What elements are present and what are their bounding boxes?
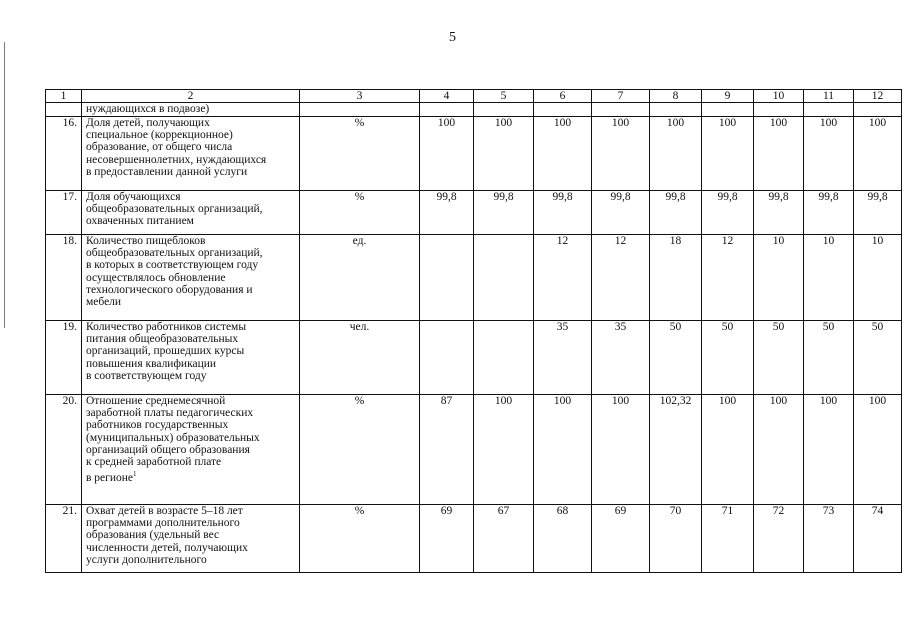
value-cell (474, 235, 534, 321)
indicator-name-text: несовершеннолетних, нуждающихся (86, 153, 267, 166)
value-cell: 100 (854, 395, 902, 505)
unit-cell: % (300, 505, 420, 573)
indicator-name-line (86, 296, 297, 308)
indicator-name-text: в предоставлении данной услуги (86, 165, 248, 178)
indicator-name-line (86, 166, 297, 178)
indicator-name-line (86, 407, 297, 419)
value-cell: 99,8 (804, 191, 854, 235)
unit-cell: % (300, 117, 420, 191)
indicator-name-line (86, 235, 297, 247)
indicator-name-text: Охват детей в возрасте 5–18 лет (86, 505, 243, 517)
indicator-name-line (86, 542, 297, 554)
page-margin-rule (4, 42, 5, 328)
indicator-name-text: (муниципальных) образовательных (86, 431, 260, 444)
value-cell: 12 (534, 235, 592, 321)
indicator-name-line (86, 191, 297, 203)
value-cell: 100 (854, 117, 902, 191)
continuation-text-cell: нуждающихся в подвозе) (82, 103, 300, 117)
table-row (46, 235, 902, 321)
indicator-name-line (86, 321, 297, 333)
indicator-name-line (86, 284, 297, 296)
empty-cell (754, 103, 804, 117)
value-cell: 100 (702, 117, 754, 191)
value-cell: 99,8 (702, 191, 754, 235)
indicator-name-line (86, 432, 297, 444)
table-row (46, 117, 902, 191)
table-row (46, 505, 902, 573)
value-cell (474, 321, 534, 395)
indicator-name-line (86, 456, 297, 468)
table-body (46, 90, 902, 573)
value-cell: 50 (804, 321, 854, 395)
value-cell: 87 (420, 395, 474, 505)
value-cell: 68 (534, 505, 592, 573)
indicator-name-text: численности детей, получающих (86, 541, 248, 554)
indicator-name-line (86, 203, 297, 215)
value-cell: 70 (650, 505, 702, 573)
value-cell: 100 (534, 117, 592, 191)
indicator-name-line (86, 333, 297, 345)
unit-cell: % (300, 395, 420, 505)
indicator-name-text: программами дополнительного (86, 517, 240, 530)
value-cell: 99,8 (592, 191, 650, 235)
column-number-cell: 3 (300, 90, 420, 103)
indicator-name-line (86, 129, 297, 141)
indicator-name-line (86, 529, 297, 541)
value-cell: 100 (592, 395, 650, 505)
unit-cell: % (300, 191, 420, 235)
footnote-mark: 1 (133, 470, 137, 479)
indicator-name-text: организаций общего образования (86, 443, 250, 456)
indicator-name-text: мебели (86, 296, 122, 309)
indicator-name-line (86, 215, 297, 227)
column-number-cell: 10 (754, 90, 804, 103)
indicator-name-line (86, 517, 297, 529)
empty-cell (534, 103, 592, 117)
indicator-name-line (86, 370, 297, 382)
value-cell (420, 321, 474, 395)
indicator-name-text: питания общеобразовательных (86, 333, 239, 346)
value-cell: 73 (804, 505, 854, 573)
value-cell: 35 (592, 321, 650, 395)
value-cell: 18 (650, 235, 702, 321)
value-cell: 100 (592, 117, 650, 191)
value-cell: 100 (534, 395, 592, 505)
indicator-name-line (86, 358, 297, 370)
indicators-table (45, 89, 902, 573)
indicator-name-text: в которых в соответствующем году (86, 259, 259, 272)
value-cell: 12 (702, 235, 754, 321)
column-number-cell: 6 (534, 90, 592, 103)
table-row (46, 191, 902, 235)
indicator-name-text: общеобразовательных организаций, (86, 203, 263, 216)
indicator-name-cell (82, 117, 300, 191)
value-cell: 71 (702, 505, 754, 573)
indicator-name-text: Количество пищеблоков (86, 235, 206, 247)
value-cell: 69 (592, 505, 650, 573)
indicator-name-cell (82, 235, 300, 321)
value-cell: 10 (854, 235, 902, 321)
page-number: 5 (449, 30, 456, 45)
indicator-name-line (86, 141, 297, 153)
column-number-cell: 5 (474, 90, 534, 103)
indicator-name-line (86, 154, 297, 166)
value-cell: 100 (754, 395, 804, 505)
value-cell: 69 (420, 505, 474, 573)
indicator-name-text: Доля обучающихся (86, 191, 181, 203)
indicator-name-text: охваченных питанием (86, 215, 194, 228)
value-cell: 100 (804, 117, 854, 191)
indicator-name-text: Количество работников системы (86, 321, 247, 333)
value-cell: 99,8 (420, 191, 474, 235)
value-cell: 50 (650, 321, 702, 395)
value-cell: 100 (702, 395, 754, 505)
column-number-cell: 7 (592, 90, 650, 103)
row-number-cell: 20. (46, 395, 82, 505)
indicator-name-text: Доля детей, получающих (86, 117, 210, 129)
empty-cell (300, 103, 420, 117)
value-cell: 35 (534, 321, 592, 395)
indicator-name-line (86, 117, 297, 129)
unit-cell: ед. (300, 235, 420, 321)
value-cell: 50 (854, 321, 902, 395)
column-number-cell: 1 (46, 90, 82, 103)
value-cell: 99,8 (854, 191, 902, 235)
indicator-name-line (86, 247, 297, 259)
value-cell: 10 (804, 235, 854, 321)
indicator-name-text: общеобразовательных организаций, (86, 247, 263, 260)
empty-cell (592, 103, 650, 117)
indicator-name-text: Отношение среднемесячной (86, 395, 226, 407)
indicator-name-text: услуги дополнительного (86, 553, 207, 566)
empty-cell (854, 103, 902, 117)
indicator-name-line (86, 554, 297, 566)
empty-cell (474, 103, 534, 117)
value-cell: 50 (702, 321, 754, 395)
value-cell: 74 (854, 505, 902, 573)
row-number-cell: 21. (46, 505, 82, 573)
column-number-cell: 4 (420, 90, 474, 103)
value-cell: 100 (650, 117, 702, 191)
value-cell: 100 (420, 117, 474, 191)
indicator-name-text: организаций, прошедших курсы (86, 345, 245, 358)
value-cell: 100 (754, 117, 804, 191)
value-cell: 99,8 (754, 191, 804, 235)
empty-cell (420, 103, 474, 117)
indicator-name-line (86, 505, 297, 517)
indicator-name-text: в регионе (86, 472, 134, 485)
indicator-name-cell (82, 505, 300, 573)
value-cell: 99,8 (474, 191, 534, 235)
value-cell: 50 (754, 321, 804, 395)
indicator-name-text: образования (удельный вес (86, 529, 220, 542)
column-number-cell: 12 (854, 90, 902, 103)
continuation-num-cell (46, 103, 82, 117)
value-cell: 72 (754, 505, 804, 573)
indicator-name-text: повышения квалификации (86, 357, 217, 370)
column-number-cell: 9 (702, 90, 754, 103)
value-cell: 100 (804, 395, 854, 505)
indicator-name-line (86, 345, 297, 357)
value-cell (420, 235, 474, 321)
row-number-cell: 18. (46, 235, 82, 321)
column-number-cell: 8 (650, 90, 702, 103)
indicator-name-text: к средней заработной плате (86, 456, 222, 469)
column-number-row (46, 90, 902, 103)
row-number-cell: 19. (46, 321, 82, 395)
indicator-name-cell (82, 395, 300, 505)
row-number-cell: 16. (46, 117, 82, 191)
indicator-name-text: заработной платы педагогических (86, 407, 254, 420)
indicator-name-line (86, 272, 297, 284)
column-number-cell: 2 (82, 90, 300, 103)
indicator-name-text: образование, от общего числа (86, 141, 233, 154)
indicator-name-text: технологического оборудования и (86, 283, 253, 296)
value-cell: 102,32 (650, 395, 702, 505)
indicator-name-text: специальное (коррекционное) (86, 129, 233, 142)
value-cell: 67 (474, 505, 534, 573)
indicator-name-cell (82, 321, 300, 395)
table-row (46, 321, 902, 395)
indicator-name-cell (82, 191, 300, 235)
indicator-name-text: в соответствующем году (86, 369, 207, 382)
empty-cell (650, 103, 702, 117)
indicator-name-line (86, 259, 297, 271)
value-cell: 10 (754, 235, 804, 321)
value-cell: 12 (592, 235, 650, 321)
empty-cell (702, 103, 754, 117)
indicator-name-line (86, 395, 297, 407)
table-row (46, 395, 902, 505)
empty-cell (804, 103, 854, 117)
indicator-name-line (86, 419, 297, 431)
indicator-name-text: работников государственных (86, 419, 229, 432)
indicator-name-line (86, 468, 297, 484)
value-cell: 99,8 (534, 191, 592, 235)
continuation-row (46, 103, 902, 117)
indicator-name-line (86, 444, 297, 456)
column-number-cell: 11 (804, 90, 854, 103)
value-cell: 100 (474, 117, 534, 191)
unit-cell: чел. (300, 321, 420, 395)
value-cell: 100 (474, 395, 534, 505)
indicator-name-text: осуществлялось обновление (86, 271, 226, 284)
row-number-cell: 17. (46, 191, 82, 235)
value-cell: 99,8 (650, 191, 702, 235)
